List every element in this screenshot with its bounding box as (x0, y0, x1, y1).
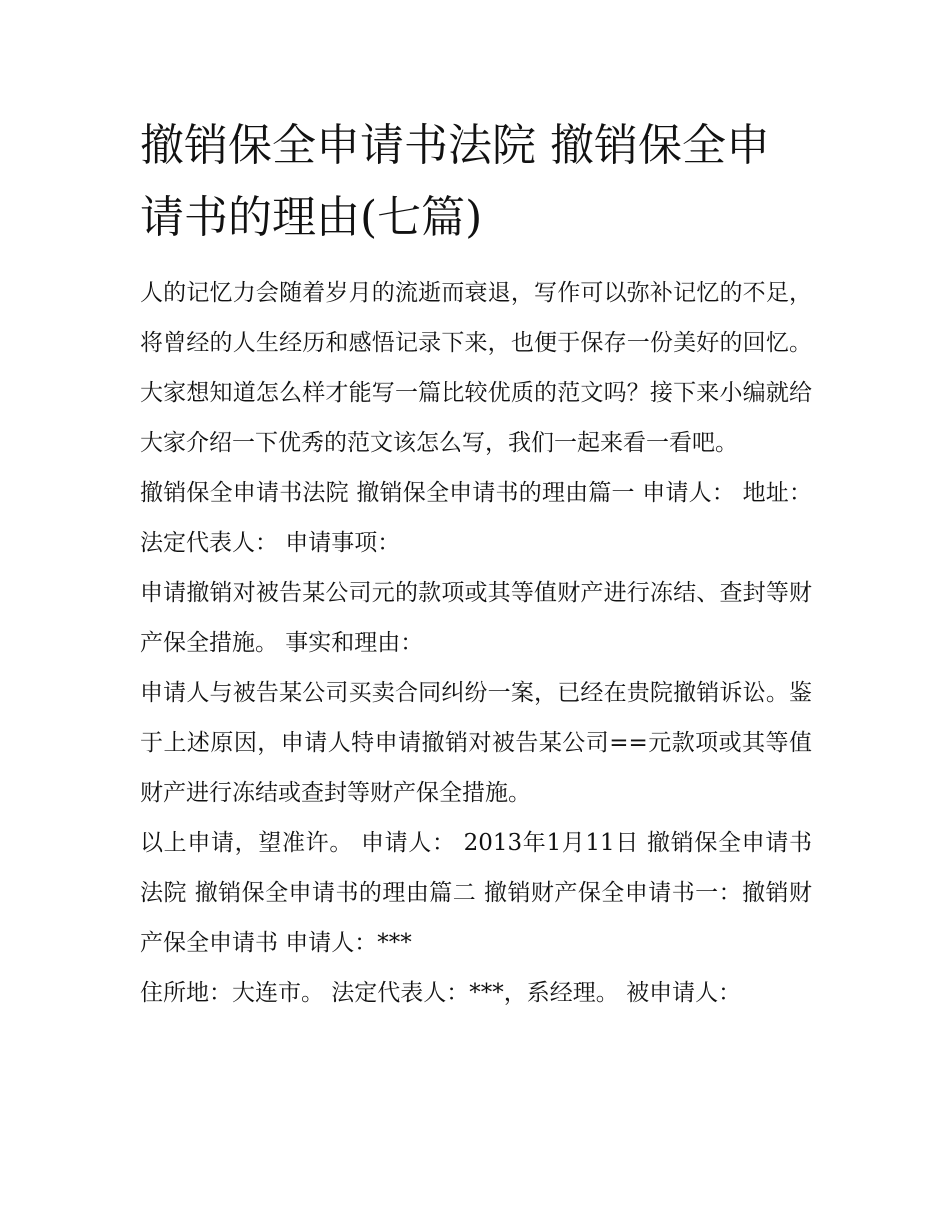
document-title: 撤销保全申请书法院 撤销保全申请书的理由(七篇) (140, 120, 770, 243)
paragraph-applicant-header: 撤销保全申请书法院 撤销保全申请书的理由篇一 申请人： 地址： 法定代表人： 申请事项： (140, 480, 812, 556)
document-body (140, 268, 812, 1018)
paragraph-request-items: 申请撤销对被告某公司元的款项或其等值财产进行冻结、查封等财产保全措施。 事实和理由： (140, 580, 812, 656)
paragraph-closing-second-sample: 以上申请，望准许。 申请人： 2013年1月11日 撤销保全申请书法院 撤销保全申请书的理由篇二 撤销财产保全申请书一：撤销财产保全申请书 申请人：*** (140, 830, 812, 956)
document-page (140, 110, 812, 1018)
paragraph-address-representative: 住所地：大连市。 法定代表人：***，系经理。 被申请人： (140, 980, 742, 1006)
paragraph-facts-reasons: 申请人与被告某公司买卖合同纠纷一案，已经在贵院撤销诉讼。鉴于上述原因，申请人特申请撤销对被告某公司==元款项或其等值财产进行冻结或查封等财产保全措施。 (140, 680, 812, 806)
paragraph-intro: 人的记忆力会随着岁月的流逝而衰退，写作可以弥补记忆的不足，将曾经的人生经历和感悟记录下来，也便于保存一份美好的回忆。大家想知道怎么样才能写一篇比较优质的范文吗？接下来小编就给大家介绍一下优秀的范文该怎么写，我们一起来看一看吧。 (140, 280, 812, 456)
